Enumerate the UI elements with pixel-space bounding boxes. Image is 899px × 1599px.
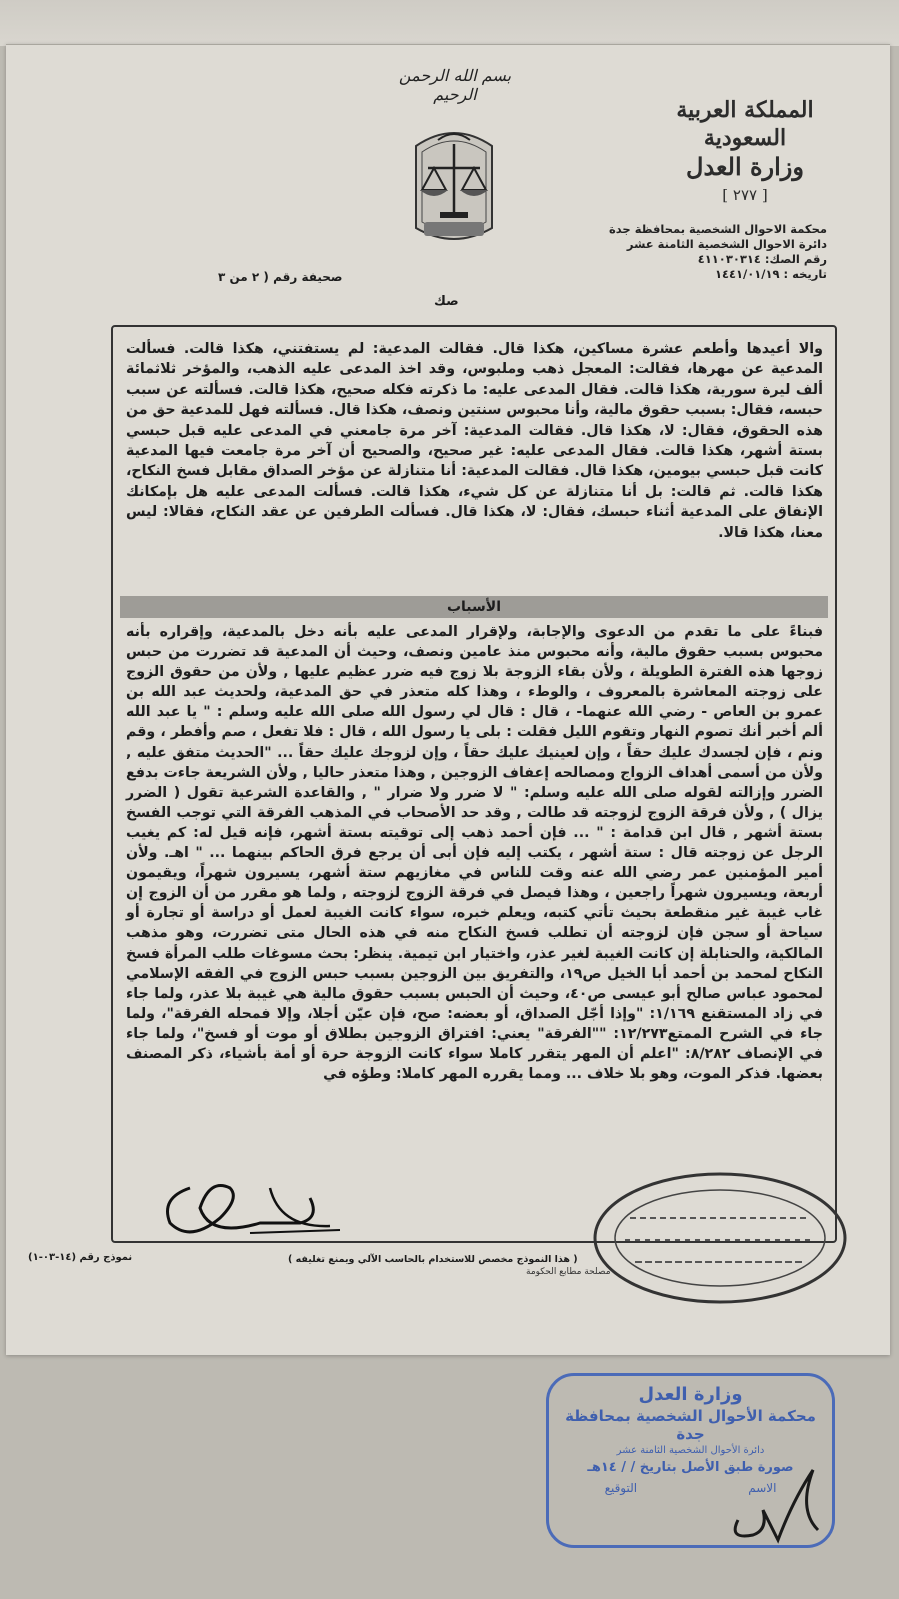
ministry-name: وزارة العدل bbox=[686, 152, 804, 181]
stamp-circuit: دائرة الأحوال الشخصية الثامنة عشر bbox=[616, 1445, 765, 1456]
judge-signature-icon bbox=[150, 1168, 350, 1248]
kingdom-name: المملكة العربية السعودية bbox=[676, 97, 814, 151]
press-name: مصلحة مطابع الحكومة bbox=[526, 1267, 611, 1277]
model-number: نموذج رقم (١٤-٠٣-١) bbox=[28, 1252, 133, 1263]
court-name: محكمة الاحوال الشخصية بمحافظة جدة bbox=[608, 222, 827, 236]
sakk-date: تاريخه : ١٤٤١/٠١/١٩ bbox=[714, 267, 827, 281]
circuit-name: دائرة الاحوال الشخصية الثامنة عشر bbox=[626, 237, 827, 251]
ministry-emblem-icon bbox=[408, 124, 500, 250]
stamp-court: محكمة الأحوال الشخصية بمحافظة جدة bbox=[565, 1407, 816, 1443]
document-number: [ ٢٧٧ ] bbox=[722, 186, 768, 204]
stamp-name-label: الاسم bbox=[748, 1481, 777, 1495]
clerk-signature-icon bbox=[718, 1460, 838, 1550]
page-number: صحيفة رقم ( ٢ من ٣ bbox=[218, 270, 343, 284]
section-title-reasons: الأسباب bbox=[120, 596, 828, 618]
court-seal-icon bbox=[590, 1168, 850, 1308]
footer-note: ( هذا النموذج مخصص للاستخدام بالحاسب الآلي ويمنع تغليفه ) bbox=[288, 1254, 578, 1265]
paragraph-2: فبناءً على ما تقدم من الدعوى والإجابة، ولإقرار المدعى عليه بأنه دخل بالمدعية، وإقراره بأنه محبوس بسبب حقوق مالية، وأنه محبوس منذ عامين ونصف، وحيث أن المدعية قد تضررت من حبس زوجها هذه الفترة الطويلة ، ولأن بقاء الزوجة بلا زوج فيه ضرر عظيم عليها , ولأن من حقوق الزوج على زوجته المعاشرة بالمعروف ، والوطء ، وهذا كله متعذر في حق المدعية، ولحديث عبد الله بن عمرو بن العاص - رضي الله عنهما- ، قال : قال لي رسول الله صلى الله عليه وسلم : " يا عبد الله ألم أخبر أنك تصوم النهار وتقوم الليل فقلت : بلى يا رسول الله ، قال : فلا تفعل ، صم وأفطر ، وقم ونم ، فإن لجسدك عليك حقاً ، وإن لعينيك عليك حقاً ، وإن لزوجك عليك حقاً ... "الحديث متفق عليه , ولأن من أسمى أهداف الزواج ومصالحه إعفاف الزوجين , وهذا متعذر حاليا , ولأن الشريعة جاءت بدفع الضرر وإزالته لقوله صلى الله عليه وسلم: " لا ضرر ولا ضرار " , والقاعدة الشرعية تقول ( الضرر يزال ) , ولأن فرقة الزوج لزوجته قد طالت , وقد حد الأصحاب في المذهب الفرقة التي توجب الفسخ بستة أشهر , قال ابن قدامة : " ... فإن أحمد ذهب إلى توقيته بستة أشهر، فإنه قيل له: كم يغيب الرجل عن زوجته قال : ستة أشهر ، يكتب إليه فإن أبى أن يرجع فرق الحاكم بينهما ... " اهـ. ولأن أمير المؤمنين عمر رضي الله عنه وقت للناس في مغازيهم ستة أشهر، يسيرون شهراً، ويقيمون أربعة، ويسيرون شهراً راجعين ، وهذا فيصل في فرقة الزوج لزوجته , ولما هو مقرر من أن الزوج إن غاب غيبة غير منقطعة بحيث تأتي كتبه، ويعلم خبره، سواء كانت الغيبة لعمل أو دراسة أو تجارة أو سياحة أو سجن فإن لزوجته أن تطلب فسخ النكاح منه في هذه الحال متى تضررت، وهو مذهب المالكية، والحنابلة إن كانت الغيبة لغير عذر، واختيار ابن تيمية. ينظر: بحث مسوغات طلب المرأة فسخ النكاح لمحمد بن أحمد أبا الخيل ص١٩، والتفريق بين الزوجين بسبب حبس الزوج في الفقه الإسلامي لمحمود عباس صالح أبو عيسى ص٤٠، وحيث أن الحبس بسبب حقوق مالية هي غيبة بلا عذر، ولما جاء في زاد المستقنع ١/١٦٩: "وإذا أجّل الصداق، أو بعضه: صح، فإن عيّن أجلا، وإلا فمحله الفرقة"، ولما جاء في الشرح الممتع١٢/٢٧٣: ""الفرقة" يعني: افتراق الزوجين بطلاق أو موت أو فسخ"، ولما جاء في الإنصاف ٨/٢٨٢: "اعلم أن المهر يتقرر كاملا سواء كانت الزوجة حرة أو أمة بأشياء، ذكر المصنف بعضها. فذكر الموت، وهو بلا خلاف ... ومما يقرره المهر كاملا: وطؤه في bbox=[126, 624, 824, 1083]
stamp-ministry: وزارة العدل bbox=[638, 1384, 743, 1405]
sakk-number: رقم الصك: ٤١١٠٣٠٣١٤ bbox=[697, 252, 827, 266]
stamp-signature-label: التوقيع bbox=[604, 1481, 638, 1495]
stamp-copy-date: صورة طبق الأصل بتاريخ / / ١٤هـ bbox=[587, 1460, 794, 1475]
court-info bbox=[527, 222, 827, 282]
ministry-header bbox=[635, 96, 855, 204]
document-type: صك bbox=[434, 294, 459, 309]
paragraph-1: والا أعيدها وأطعم عشرة مساكين، هكذا قال. فقالت المدعية: لم يستفتني، هكذا قالت. فسألت المدعية عن مهرها، فقالت: المعجل ذهب وملبوس، وقد اخذ المدعى عليه الذهب، والمؤخر ثلاثمائة ألف ليرة سورية، هكذا قالت. فقال المدعى عليه: ما ذكرته فكله صحيح، هكذا قالت. فسألته عن سبب حبسه، فقال: بسبب حقوق مالية، وأنا محبوس سنتين ونصف، هكذا قال. فسألته فهل للمدعية حق من هذه الحقوق، فقال: لا، هكذا قال. فقالت المدعية: آخر مرة جامعني في المدعى عليه قبل حبسي بستة أشهر، هكذا قالت. فقال المدعى عليه: غير صحيح، والصحيح أن آخر مرة جامعت فيها المدعية كانت قبل حبسي بيومين، هكذا قال. فقالت المدعية: أنا متنازلة عن مؤخر الصداق مقابل فسخ النكاح، هكذا قالت. ثم قالت: بل أنا متنازلة عن كل شيء، هكذا قالت. فسألت المدعى عليه هل بإمكانك الإنفاق على المدعية أثناء حبسك، فقال: لا، هكذا قال. فسألت الطرفين عن عقد النكاح، فقالا: ليس معنا، هكذا قالا. bbox=[126, 341, 823, 541]
basmala: بسم الله الرحمن الرحيم bbox=[398, 66, 512, 104]
photo-background-top bbox=[0, 0, 899, 46]
